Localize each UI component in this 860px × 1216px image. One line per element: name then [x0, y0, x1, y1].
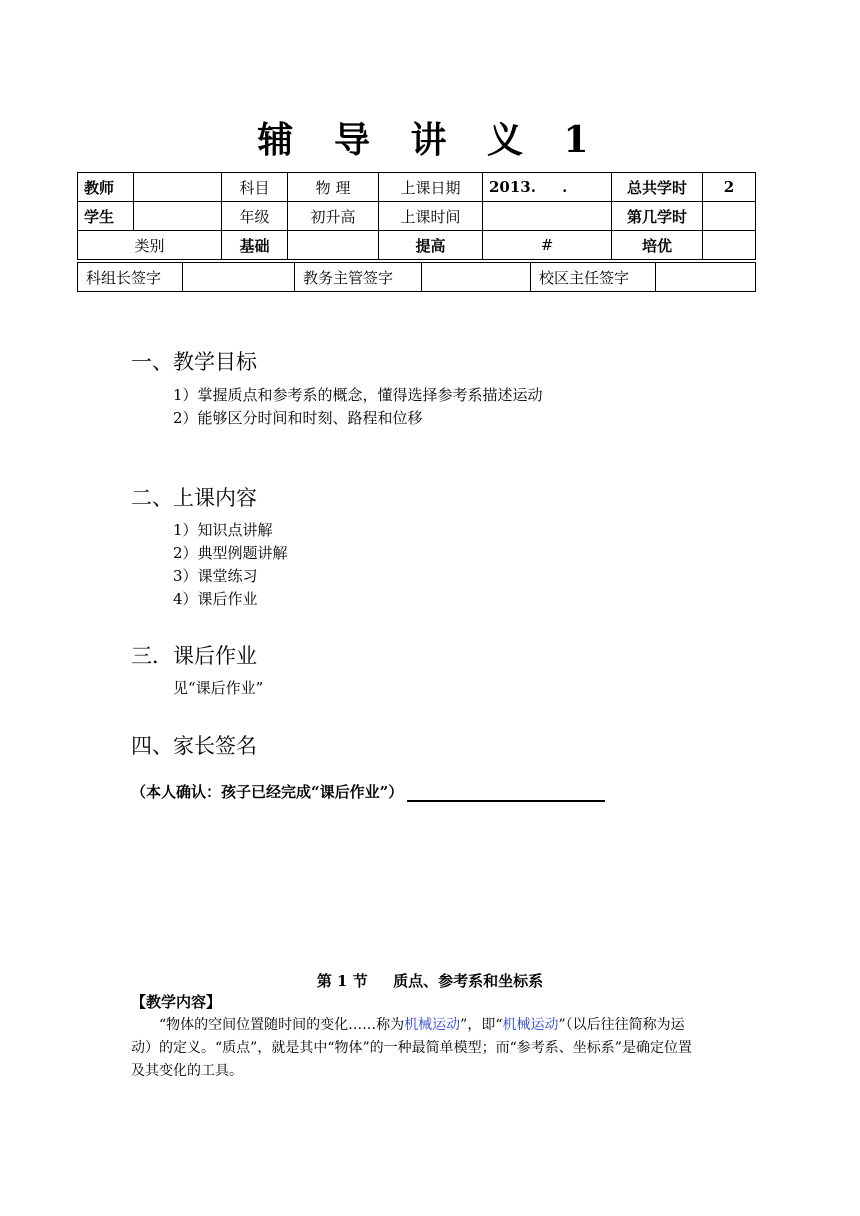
homework-heading: 三．课后作业	[131, 644, 257, 668]
excellent-label: 培优	[612, 231, 703, 260]
teacher-value[interactable]	[134, 173, 222, 202]
paragraph-text: “物体的空间位置随时间的变化……称为	[159, 1017, 405, 1033]
lesson-section-title: 第 1 节 质点、参考系和坐标系	[316, 972, 544, 990]
parent-heading: 四、家长签名	[131, 734, 257, 758]
advanced-value[interactable]: #	[483, 231, 612, 260]
parent-confirmation-text: （本人确认：孩子已经完成“课后作业”）	[131, 783, 404, 801]
group-leader-sign-label: 科组长签字	[78, 263, 183, 292]
nth-hour-label: 第几学时	[612, 202, 703, 231]
time-label: 上课时间	[379, 202, 483, 231]
time-value[interactable]	[483, 202, 612, 231]
basic-label: 基础	[222, 231, 288, 260]
academic-sign-field[interactable]	[422, 263, 531, 292]
academic-sign-label: 教务主管签字	[295, 263, 422, 292]
campus-sign-label: 校区主任签字	[531, 263, 656, 292]
mechanical-motion-link[interactable]: 机械运动	[404, 1017, 461, 1033]
paragraph-text: ”，即“	[460, 1017, 503, 1033]
category-label: 类别	[78, 231, 222, 260]
nth-hour-value[interactable]	[703, 202, 756, 231]
table-row	[78, 202, 756, 231]
total-hours-value: 2	[703, 173, 756, 202]
content-heading: 二、上课内容	[131, 486, 257, 510]
mechanical-motion-link[interactable]: 机械运动	[502, 1017, 559, 1033]
document-title: 辅 导 讲 义 1	[257, 119, 603, 161]
content-item: 2）典型例题讲解	[173, 544, 288, 562]
subject-label: 科目	[222, 173, 288, 202]
basic-value[interactable]	[288, 231, 379, 260]
content-item: 3）课堂练习	[173, 567, 258, 585]
subject-value: 物 理	[288, 173, 379, 202]
lesson-info-table	[77, 172, 756, 260]
teaching-content-label: 【教学内容】	[131, 993, 222, 1011]
grade-value: 初升高	[288, 202, 379, 231]
table-row	[78, 231, 756, 260]
grade-label: 年级	[222, 202, 288, 231]
parent-confirmation	[131, 781, 605, 802]
goals-heading: 一、教学目标	[131, 350, 257, 374]
teacher-label: 教师	[78, 173, 134, 202]
table-row	[78, 173, 756, 202]
lesson-paragraph-line: 动）的定义。“质点”，就是其中“物体”的一种最简单模型；而“参考系、坐标系”是确定位置	[131, 1040, 692, 1056]
excellent-value[interactable]	[703, 231, 756, 260]
date-label: 上课日期	[379, 173, 483, 202]
group-leader-sign-field[interactable]	[183, 263, 295, 292]
total-hours-label: 总共学时	[612, 173, 703, 202]
date-value[interactable]: 2013. .	[483, 173, 612, 202]
homework-text: 见“课后作业”	[173, 679, 264, 697]
content-item: 4）课后作业	[173, 590, 258, 608]
student-value[interactable]	[134, 202, 222, 231]
lesson-paragraph-line	[131, 1014, 731, 1037]
goal-item: 1）掌握质点和参考系的概念，懂得选择参考系描述运动	[173, 386, 543, 404]
advanced-label: 提高	[379, 231, 483, 260]
content-item: 1）知识点讲解	[173, 521, 273, 539]
lesson-paragraph-line: 及其变化的工具。	[131, 1063, 243, 1079]
campus-sign-field[interactable]	[656, 263, 756, 292]
goal-item: 2）能够区分时间和时刻、路程和位移	[173, 409, 423, 427]
student-label: 学生	[78, 202, 134, 231]
signature-table	[77, 262, 756, 292]
parent-signature-line[interactable]	[407, 784, 605, 802]
table-row	[78, 263, 756, 292]
paragraph-text: ”（以后往往简称为运	[558, 1017, 685, 1033]
